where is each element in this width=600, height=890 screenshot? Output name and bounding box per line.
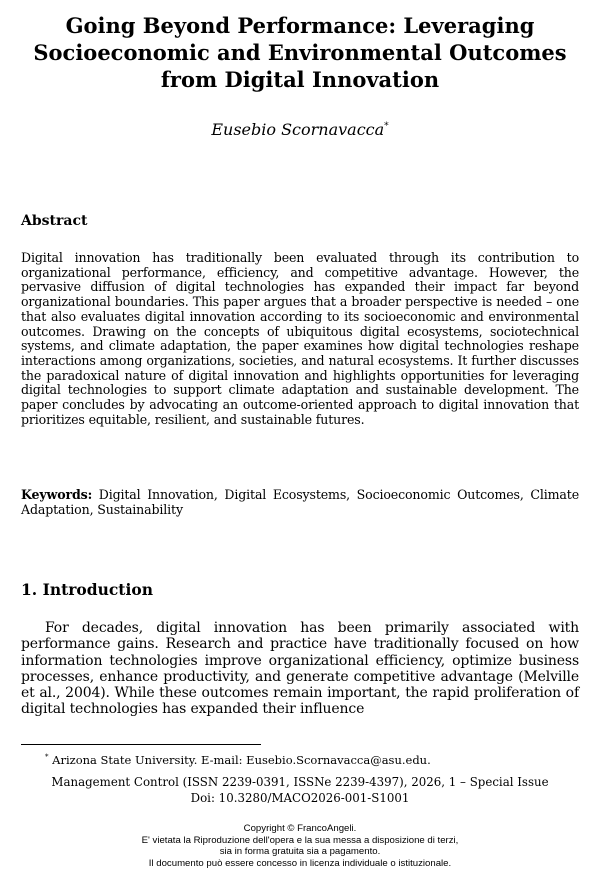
journal-doi: Doi: 10.3280/MACO2026-001-S1001 xyxy=(190,790,410,805)
author-line xyxy=(21,120,579,139)
copyright-notice xyxy=(0,823,600,869)
copyright-line-3: sia in forma gratuita sia a pagamento. xyxy=(219,846,381,857)
abstract-heading: Abstract xyxy=(21,213,88,229)
title-line-3: from Digital Innovation xyxy=(160,67,440,92)
journal-info xyxy=(0,775,600,806)
title-line-2: Socioeconomic and Environmental Outcomes xyxy=(33,40,567,65)
footnote-marker: * xyxy=(45,753,49,762)
copyright-line-2: E' vietata la Riproduzione dell'opera e la sua messa a disposizione di terzi, xyxy=(141,834,459,846)
footnote-divider xyxy=(21,744,261,745)
footnote xyxy=(45,753,431,767)
title-line-1: Going Beyond Performance: Leveraging xyxy=(65,13,535,38)
introduction-body xyxy=(21,620,579,718)
author-name: Eusebio Scornavacca xyxy=(211,120,385,139)
paper-title xyxy=(21,12,579,93)
copyright-line-1: Copyright © FrancoAngeli. xyxy=(243,823,357,834)
introduction-text: For decades, digital innovation has been primarily associated with performance gains. Research and practice have traditionally focused on how information technologies improve organizational efficiency, optimize business processes, enhance productivity, and generate competitive advantage (Melville et al., 2004). While these outcomes remain important, the rapid proliferation of digital technologies has expanded their influence xyxy=(21,620,579,718)
copyright-line-4: Il documento può essere concesso in licenza individuale o istituzionale. xyxy=(148,857,452,869)
section-heading-introduction: 1. Introduction xyxy=(21,580,153,599)
keywords-label: Keywords: xyxy=(21,487,93,502)
journal-citation: Management Control (ISSN 2239-0391, ISSNe 2239-4397), 2026, 1 – Special Issue xyxy=(51,775,549,789)
keywords-text: Digital Innovation, Digital Ecosystems, Socioeconomic Outcomes, Climate Adaptation, Sustainability xyxy=(21,487,580,517)
keywords xyxy=(21,488,579,517)
footnote-text: Arizona State University. E-mail: Eusebio.Scornavacca@asu.edu. xyxy=(52,753,431,767)
abstract-body: Digital innovation has traditionally been evaluated through its contribution to organizational performance, efficiency, and competitive advantage. However, the pervasive diffusion of digital technologies has expanded their impact far beyond organizational boundaries. This paper argues that a broader perspective is needed – one that also evaluates digital innovation according to its socioeconomic and environmental outcomes. Drawing on the concepts of ubiquitous digital ecosystems, sociotechnical systems, and climate adaptation, the paper examines how digital technologies reshape interactions among organizations, societies, and natural ecosystems. It further discusses the paradoxical nature of digital innovation and highlights opportunities for leveraging digital technologies to support climate adaptation and sustainable development. The paper concludes by advocating an outcome-oriented approach to digital innovation that prioritizes equitable, resilient, and sustainable futures. xyxy=(21,250,579,427)
author-footnote-marker: * xyxy=(384,121,389,132)
